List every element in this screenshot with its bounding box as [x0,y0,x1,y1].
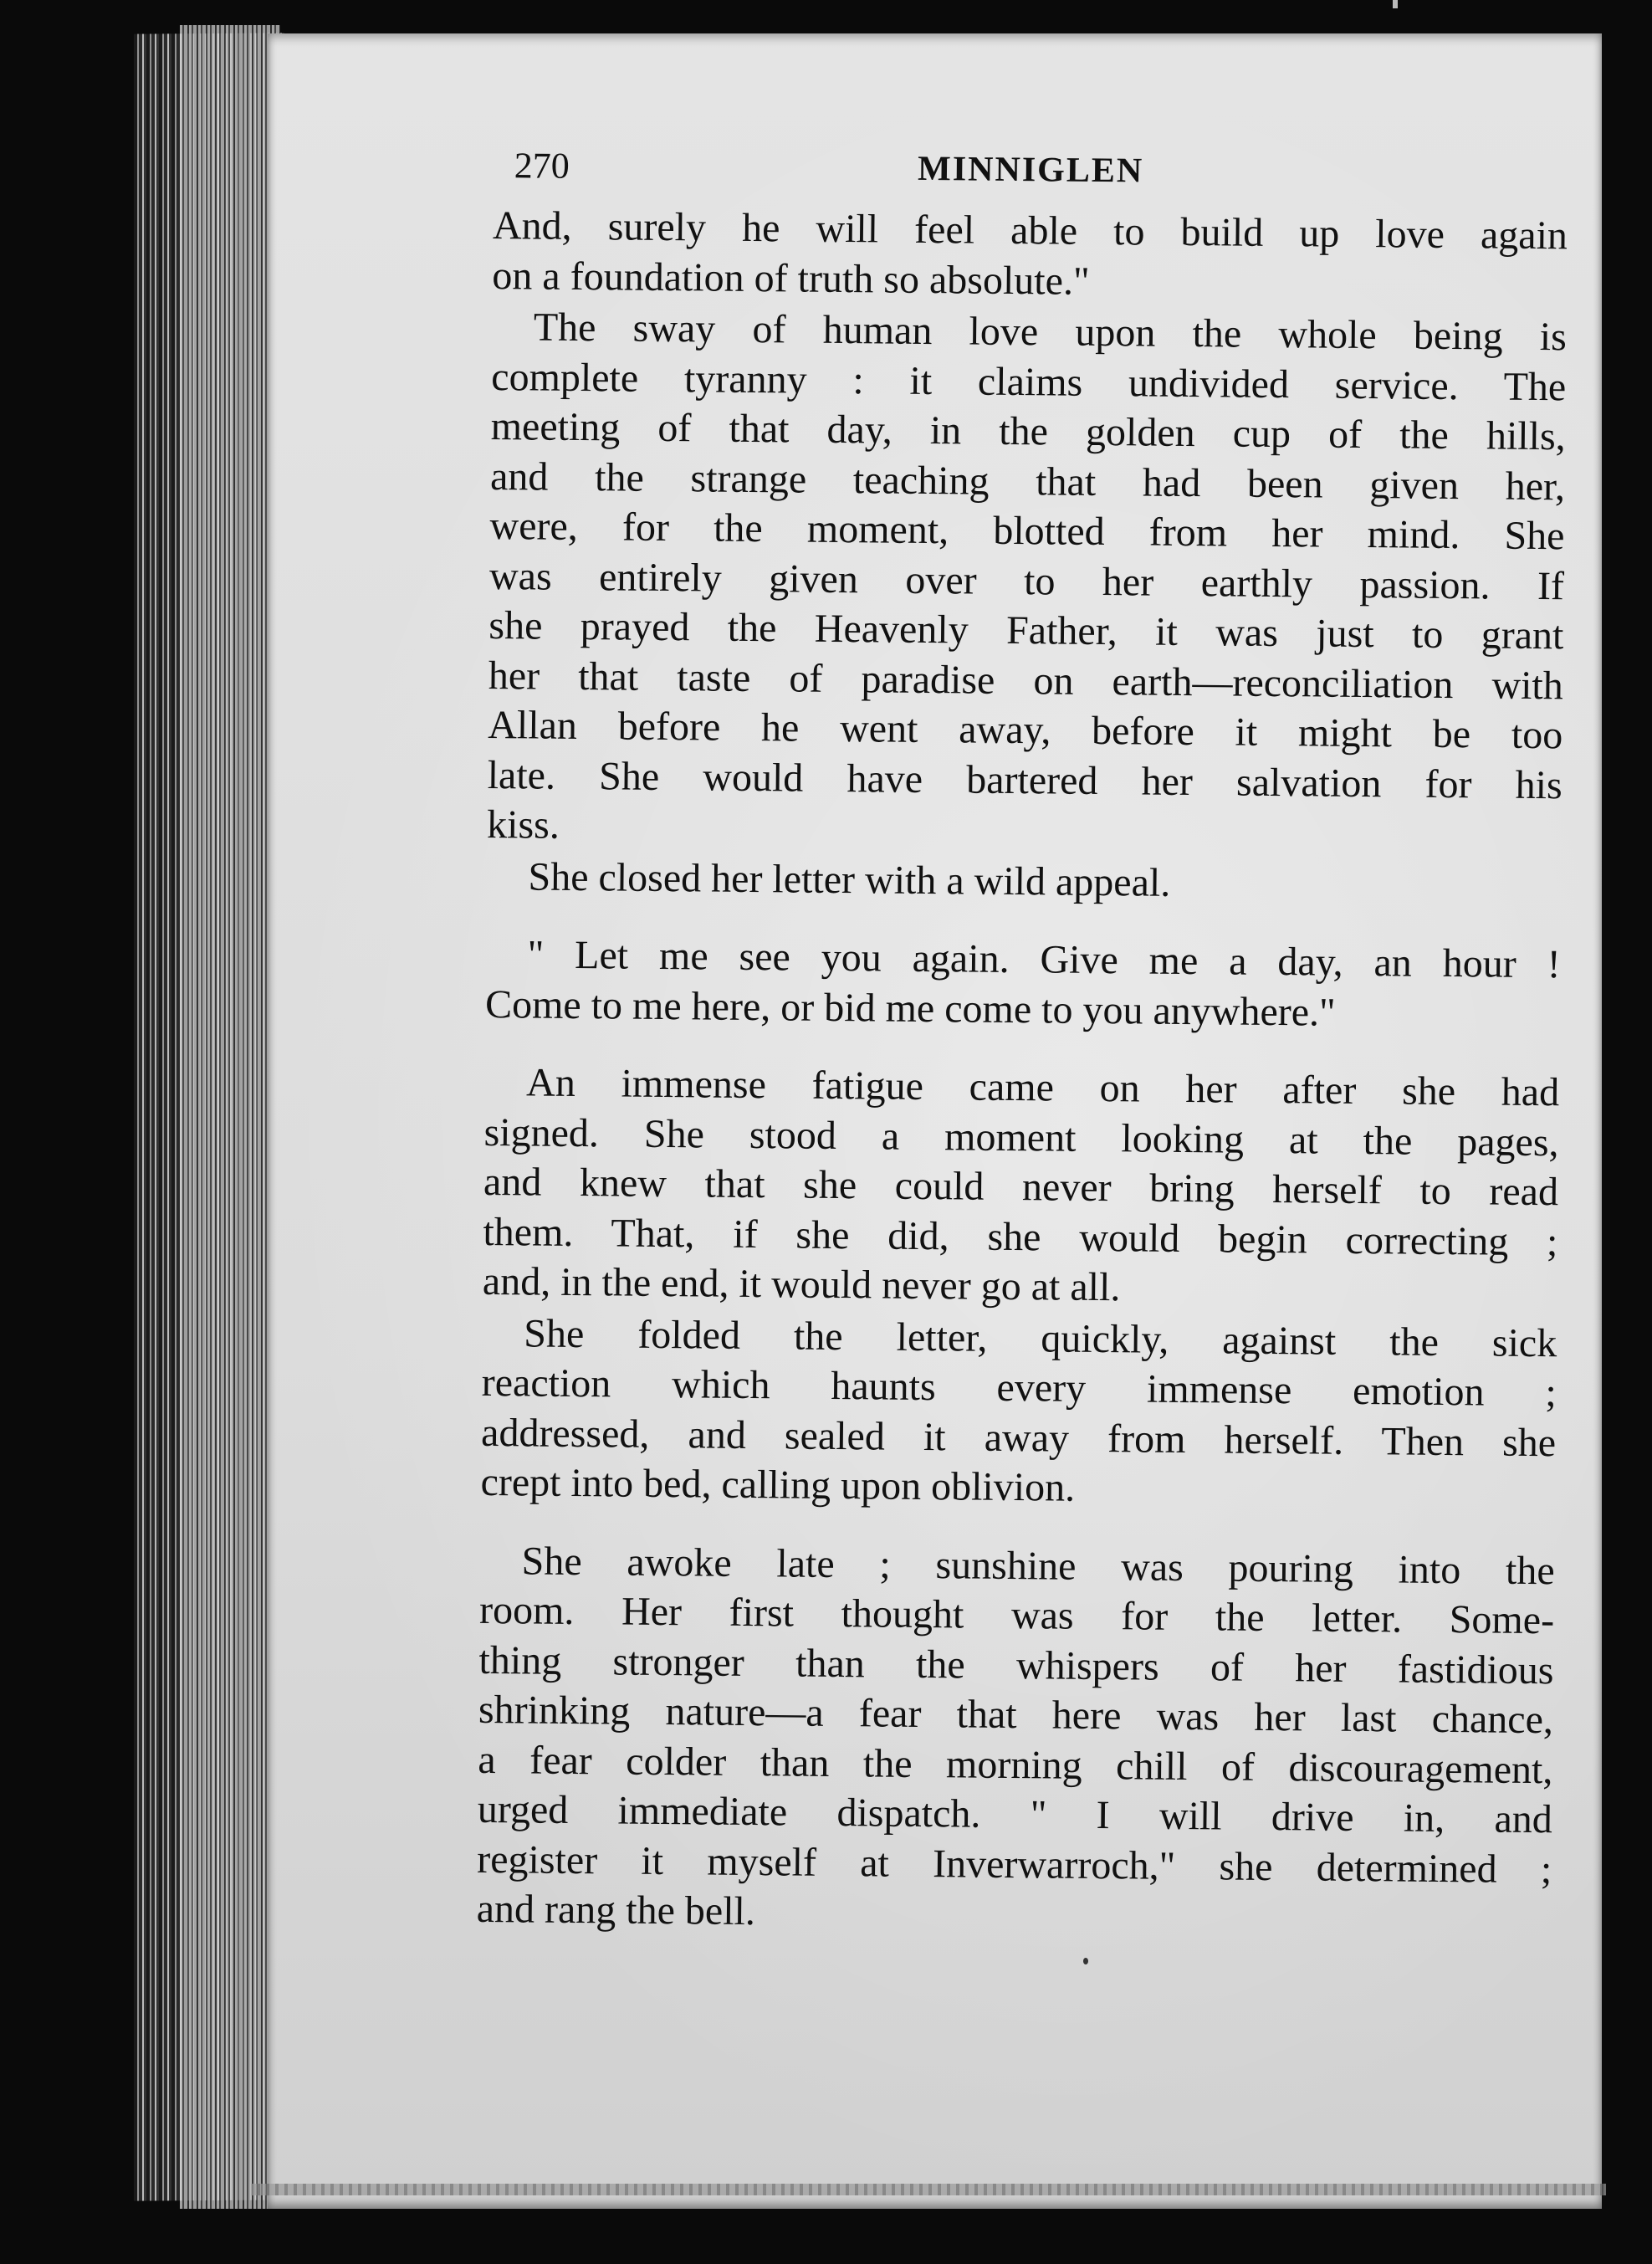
text-line: kiss. [486,802,560,848]
text-line: She awoke late ; sunshine was pouring into the [521,1538,1555,1593]
text-line: room. Her first thought was for the letter. Some- [478,1587,1555,1643]
text-line: The sway of human love upon the whole being is [533,305,1568,360]
text-line: meeting of that day, in the golden cup of the hills, [490,403,1566,459]
text-line: She closed her letter with a wild appeal. [528,853,1171,905]
text-line: addressed, and sealed it away from herself. Then she [480,1410,1557,1465]
paragraph-2 [487,302,1567,860]
paragraph-5 [483,1058,1560,1317]
text-line: was entirely given over to her earthly passion. If [488,553,1565,608]
text-line: and knew that she could never bring herself to read [483,1159,1559,1215]
text-line: her that taste of paradise on earth—reconciliation with [488,653,1564,708]
letter-quote [485,930,1561,1039]
paper-bottom-edge [251,2184,1606,2195]
paragraph-3 [486,851,1562,911]
text-line: reaction which haunts every immense emotion ; [481,1360,1557,1416]
text-line: Come to me here, or bid me come to you anywhere." [484,981,1336,1035]
book-page-edges-light [180,25,280,2209]
text-line: register it myself at Inverwarroch," she determined ; [477,1836,1552,1892]
text-line: and rang the bell. [476,1886,756,1934]
text-line: crept into bed, calling upon oblivion. [480,1459,1076,1510]
text-block [476,141,1568,1944]
text-line: urged immediate dispatch. " I will drive in, and [477,1786,1553,1842]
text-line: and, in the end, it would never go at all. [482,1258,1121,1310]
running-head [493,141,1568,201]
text-line: thing stronger than the whispers of her fastidious [478,1637,1554,1693]
text-line: on a foundation of truth so absolute." [492,253,1090,304]
text-line: late. She would have bartered her salvation for his [487,752,1562,807]
text-line: signed. She stood a moment looking at the pages, [483,1109,1559,1165]
text-line: And, surely he will feel able to build up love again [492,202,1568,259]
text-line: were, for the moment, blotted from her mind. She [489,503,1565,559]
paragraph-7 [476,1535,1555,1944]
text-line: them. That, if she did, she would begin correcting ; [483,1209,1558,1264]
text-line: shrinking nature—a fear that here was her last chance, [478,1687,1554,1743]
scan-speck [1393,0,1398,8]
text-line: she prayed the Heavenly Father, it was just to grant [488,602,1564,658]
text-line: Allan before he went away, before it might be too [488,702,1563,758]
text-line: She folded the letter, quickly, against the sick [524,1310,1557,1365]
text-line: An immense fatigue came on her after she had [525,1060,1560,1115]
text-line: complete tyranny : it claims undivided service. The [491,354,1567,409]
paragraph-6 [480,1308,1557,1517]
page-number: 270 [514,145,570,187]
ink-speck [1083,1958,1088,1964]
running-title: MINNIGLEN [917,149,1144,191]
paragraph-1 [492,201,1568,310]
text-line: and the strange teaching that had been given her, [489,453,1566,509]
text-line: a fear colder than the morning chill of discouragement, [478,1737,1553,1792]
text-line: " Let me see you again. Give me a day, an hour ! [527,932,1561,987]
